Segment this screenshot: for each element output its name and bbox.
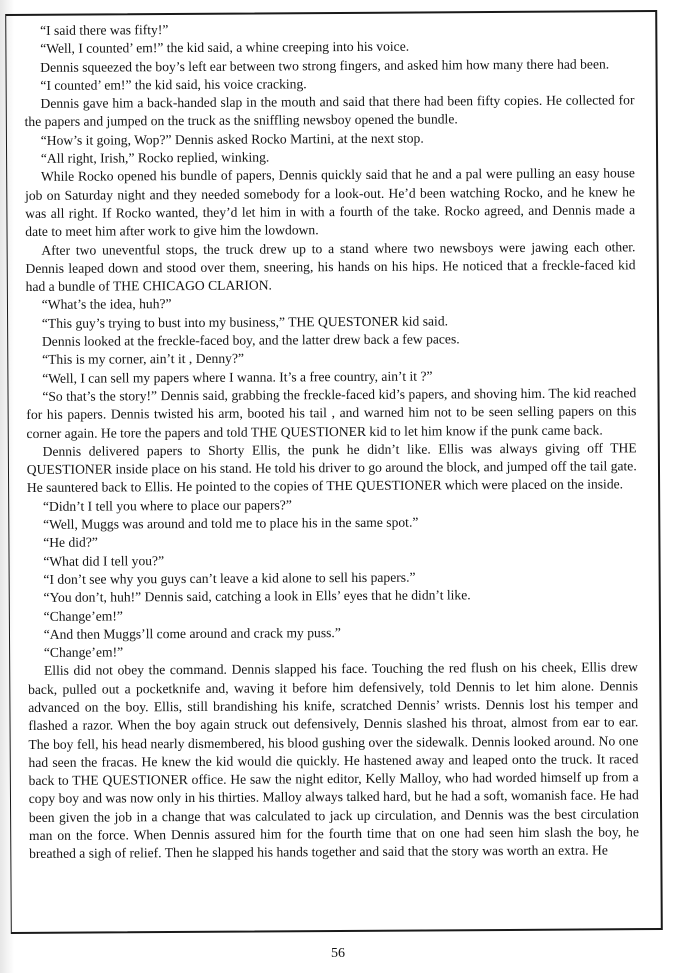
paragraph: “So that’s the story!” Dennis said, grabbing the freckle-faced kid’s papers, and shoving him. The kid reached for his papers. Dennis twisted his arm, booted his tail , and warned him not to be seen selling papers on this corner again. He tore the papers and told THE QUESTIONER kid to let him know if the punk came back.	[26, 385, 637, 441]
page-body	[24, 18, 639, 863]
paragraph: “I said there was fifty!”	[40, 22, 169, 38]
paragraph: “And then Muggs’ll come around and crack my puss.”	[43, 624, 341, 642]
paragraph: “Didn’t I tell you where to place our papers?”	[42, 497, 292, 514]
page-number: 56	[331, 946, 345, 961]
paragraph: “Change’em!”	[43, 607, 123, 624]
paragraph: “Well, I counted’ em!” the kid said, a whine creeping into his voice.	[40, 38, 410, 57]
paragraph: Ellis did not obey the command. Dennis slapped his face. Touching the red flush on his cheek, Ellis drew back, pulled out a pocketknife and, waving it before him defensively, told Dennis to let him alone. Dennis advanced on the boy. Ellis, still brandishing his knife, scratched Dennis’ wrists. Dennis lost his temper and flashed a razor. When the boy again struck out defensively, Dennis slashed his throat, almost from ear to ear. The boy fell, his head nearly dismembered, his blood gushing over the sidewalk. Dennis looked around. No one had seen the fracas. He knew the kid would die quickly. He hastened away and leaped onto the truck. It raced back to THE QUESTIONER office. He saw the night editor, Kelly Malloy, who had worded himself up from a copy boy and was now only in his thirties. Malloy always talked hard, but he had a soft, womanish face. He had been given the job in a change that was calculated to jack up circulation, and Dennis was the best circulation man on the force. When Dennis assured him for the fourth time that on one had seen him slash the boy, he breathed a sigh of relief. Then he slapped his hands together and said that the story was worth an extra. He	[28, 659, 640, 862]
paragraph: “I counted’ em!” the kid said, his voice cracking.	[40, 76, 307, 93]
paragraph: “You don’t, huh!” Dennis said, catching a look in Ells’ eyes that he didn’t like.	[43, 587, 471, 606]
paragraph: “Change’em!”	[43, 644, 124, 660]
paragraph: “This is my corner, ain’t it , Denny?”	[42, 351, 245, 368]
paragraph: While Rocko opened his bundle of papers, Dennis quickly said that he and a pal were pulling an easy house job on Saturday night and they needed somebody for a look-out. He’d been watching Rocko, and he knew he was all right. If Rocko wanted, they’d let him in with a fourth of the take. Rocko agreed, and Dennis made a date to meet him after work to give him the lowdown.	[25, 165, 636, 240]
paragraph: “All right, Irish,” Rocko replied, winking.	[40, 149, 270, 166]
paragraph: Dennis gave him a back-handed slap in the mouth and said that there had been fifty copies. He collected for the papers and jumped on the truck as the sniffling newsboy opened the bundle.	[24, 92, 635, 130]
paragraph: “Well, Muggs was around and told me to place his in the same spot.”	[43, 514, 419, 532]
paragraph: “This guy’s trying to bust into my business,” THE QUESTONER kid said.	[41, 313, 449, 331]
paragraph: Dennis squeezed the boy’s left ear between two strong fingers, and asked him how many there had been.	[40, 56, 610, 75]
paragraph: “What did I tell you?”	[43, 552, 165, 569]
paragraph: “What’s the idea, huh?”	[41, 296, 172, 313]
paragraph: Dennis delivered papers to Shorty Ellis, the punk he didn’t like. Ellis was always giving off THE QUESTIONER inside place on his stand. He told his driver to go around the block, and jumped off the tail gate. He sauntered back to Ellis. He pointed to the copies of THE QUESTIONER which were placed on the inside.	[26, 440, 637, 496]
paragraph: After two uneventful stops, the truck drew up to a stand where two newsboys were jawing each other. Dennis leaped down and stood over them, sneering, his hands on his hips. He noticed that a freckle-faced kid had a bundle of THE CHICAGO CLARION.	[25, 238, 636, 295]
paragraph: “How’s it going, Wop?” Dennis asked Rocko Martini, at the next stop.	[40, 130, 424, 148]
paragraph: “I don’t see why you guys can’t leave a kid alone to sell his papers.”	[43, 569, 416, 587]
paragraph: Dennis looked at the freckle-faced boy, and the latter drew back a few paces.	[41, 331, 460, 349]
paragraph: “Well, I can sell my papers where I wanna. It’s a free country, ain’t it ?”	[42, 368, 433, 386]
paragraph: “He did?”	[43, 534, 98, 551]
